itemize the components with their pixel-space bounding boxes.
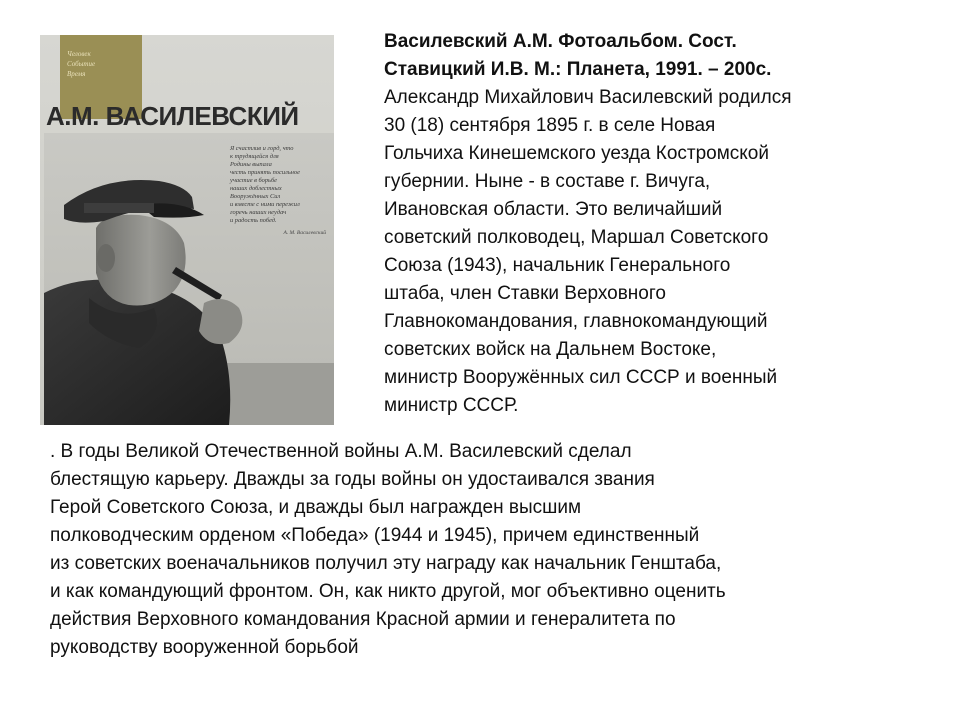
bio-line: Главнокомандования, главнокомандующий [384,311,768,332]
quote-line: Вооружённых Сил [230,193,281,200]
bio-line: Союза (1943), начальник Генерального [384,255,731,276]
bibliography-line: Ставицкий И.В. М.: Планета, 1991. – 200с. [384,59,772,80]
career-paragraph [50,438,930,662]
book-description [384,28,944,420]
bio-line: Александр Михайлович Василевский родился [384,87,792,108]
bio-line: Ивановская области. Это величайший [384,199,723,220]
bio-line: 30 (18) сентября 1895 г. в селе Новая [384,115,716,136]
paragraph-line: руководству вооруженной борьбой [50,637,359,658]
bio-line: Гольчиха Кинешемского уезда Костромской [384,143,769,164]
quote-line: наших доблестных [230,185,282,192]
quote-line: честь принять посильное [230,169,300,176]
paragraph-line: . В годы Великой Отечественной войны А.М. Василевский сделал [50,441,632,462]
paragraph-line: из советских военачальников получил эту награду как начальник Генштаба, [50,553,722,574]
cover-quote [230,145,326,237]
cover-title: А.М. ВАСИЛЕВСКИЙ [46,101,299,131]
cover-series-line: Событие [67,60,96,68]
bio-line: губернии. Ныне - в составе г. Вичуга, [384,171,711,192]
cover-series-line: Человек [67,50,91,58]
paragraph-line: действия Верховного командования Красной армии и генералитета по [50,609,676,630]
quote-line: и радость побед. [230,217,277,224]
quote-signature: А. М. Василевский [283,230,326,236]
quote-line: Родины выпала [230,161,272,168]
quote-line: Я счастлив и горд, что [230,145,294,152]
bio-line: министр Вооружённых сил СССР и военный [384,367,778,388]
bibliography-line: Василевский А.М. Фотоальбом. Сост. [384,31,737,52]
paragraph-line: и как командующий фронтом. Он, как никто другой, мог объективно оценить [50,581,726,602]
quote-line: к трудящейся для [230,153,279,160]
quote-line: горечь наших неудач [230,209,287,216]
paragraph-line: полководческим орденом «Победа» (1944 и 1945), причем единственный [50,525,700,546]
bio-line: советский полководец, Маршал Советского [384,227,769,248]
bio-line: министр СССР. [384,395,519,416]
quote-line: и вместе с ними пережил [230,201,300,208]
cover-series-line: Время [67,70,86,78]
paragraph-line: блестящую карьеру. Дважды за годы войны он удостаивался звания [50,469,655,490]
bio-line: советских войск на Дальнем Востоке, [384,339,717,360]
bio-line: штаба, член Ставки Верховного [384,283,666,304]
paragraph-line: Герой Советского Союза, и дважды был награжден высшим [50,497,582,518]
book-cover-photo [40,35,334,425]
quote-line: участие в борьбе [230,177,278,184]
